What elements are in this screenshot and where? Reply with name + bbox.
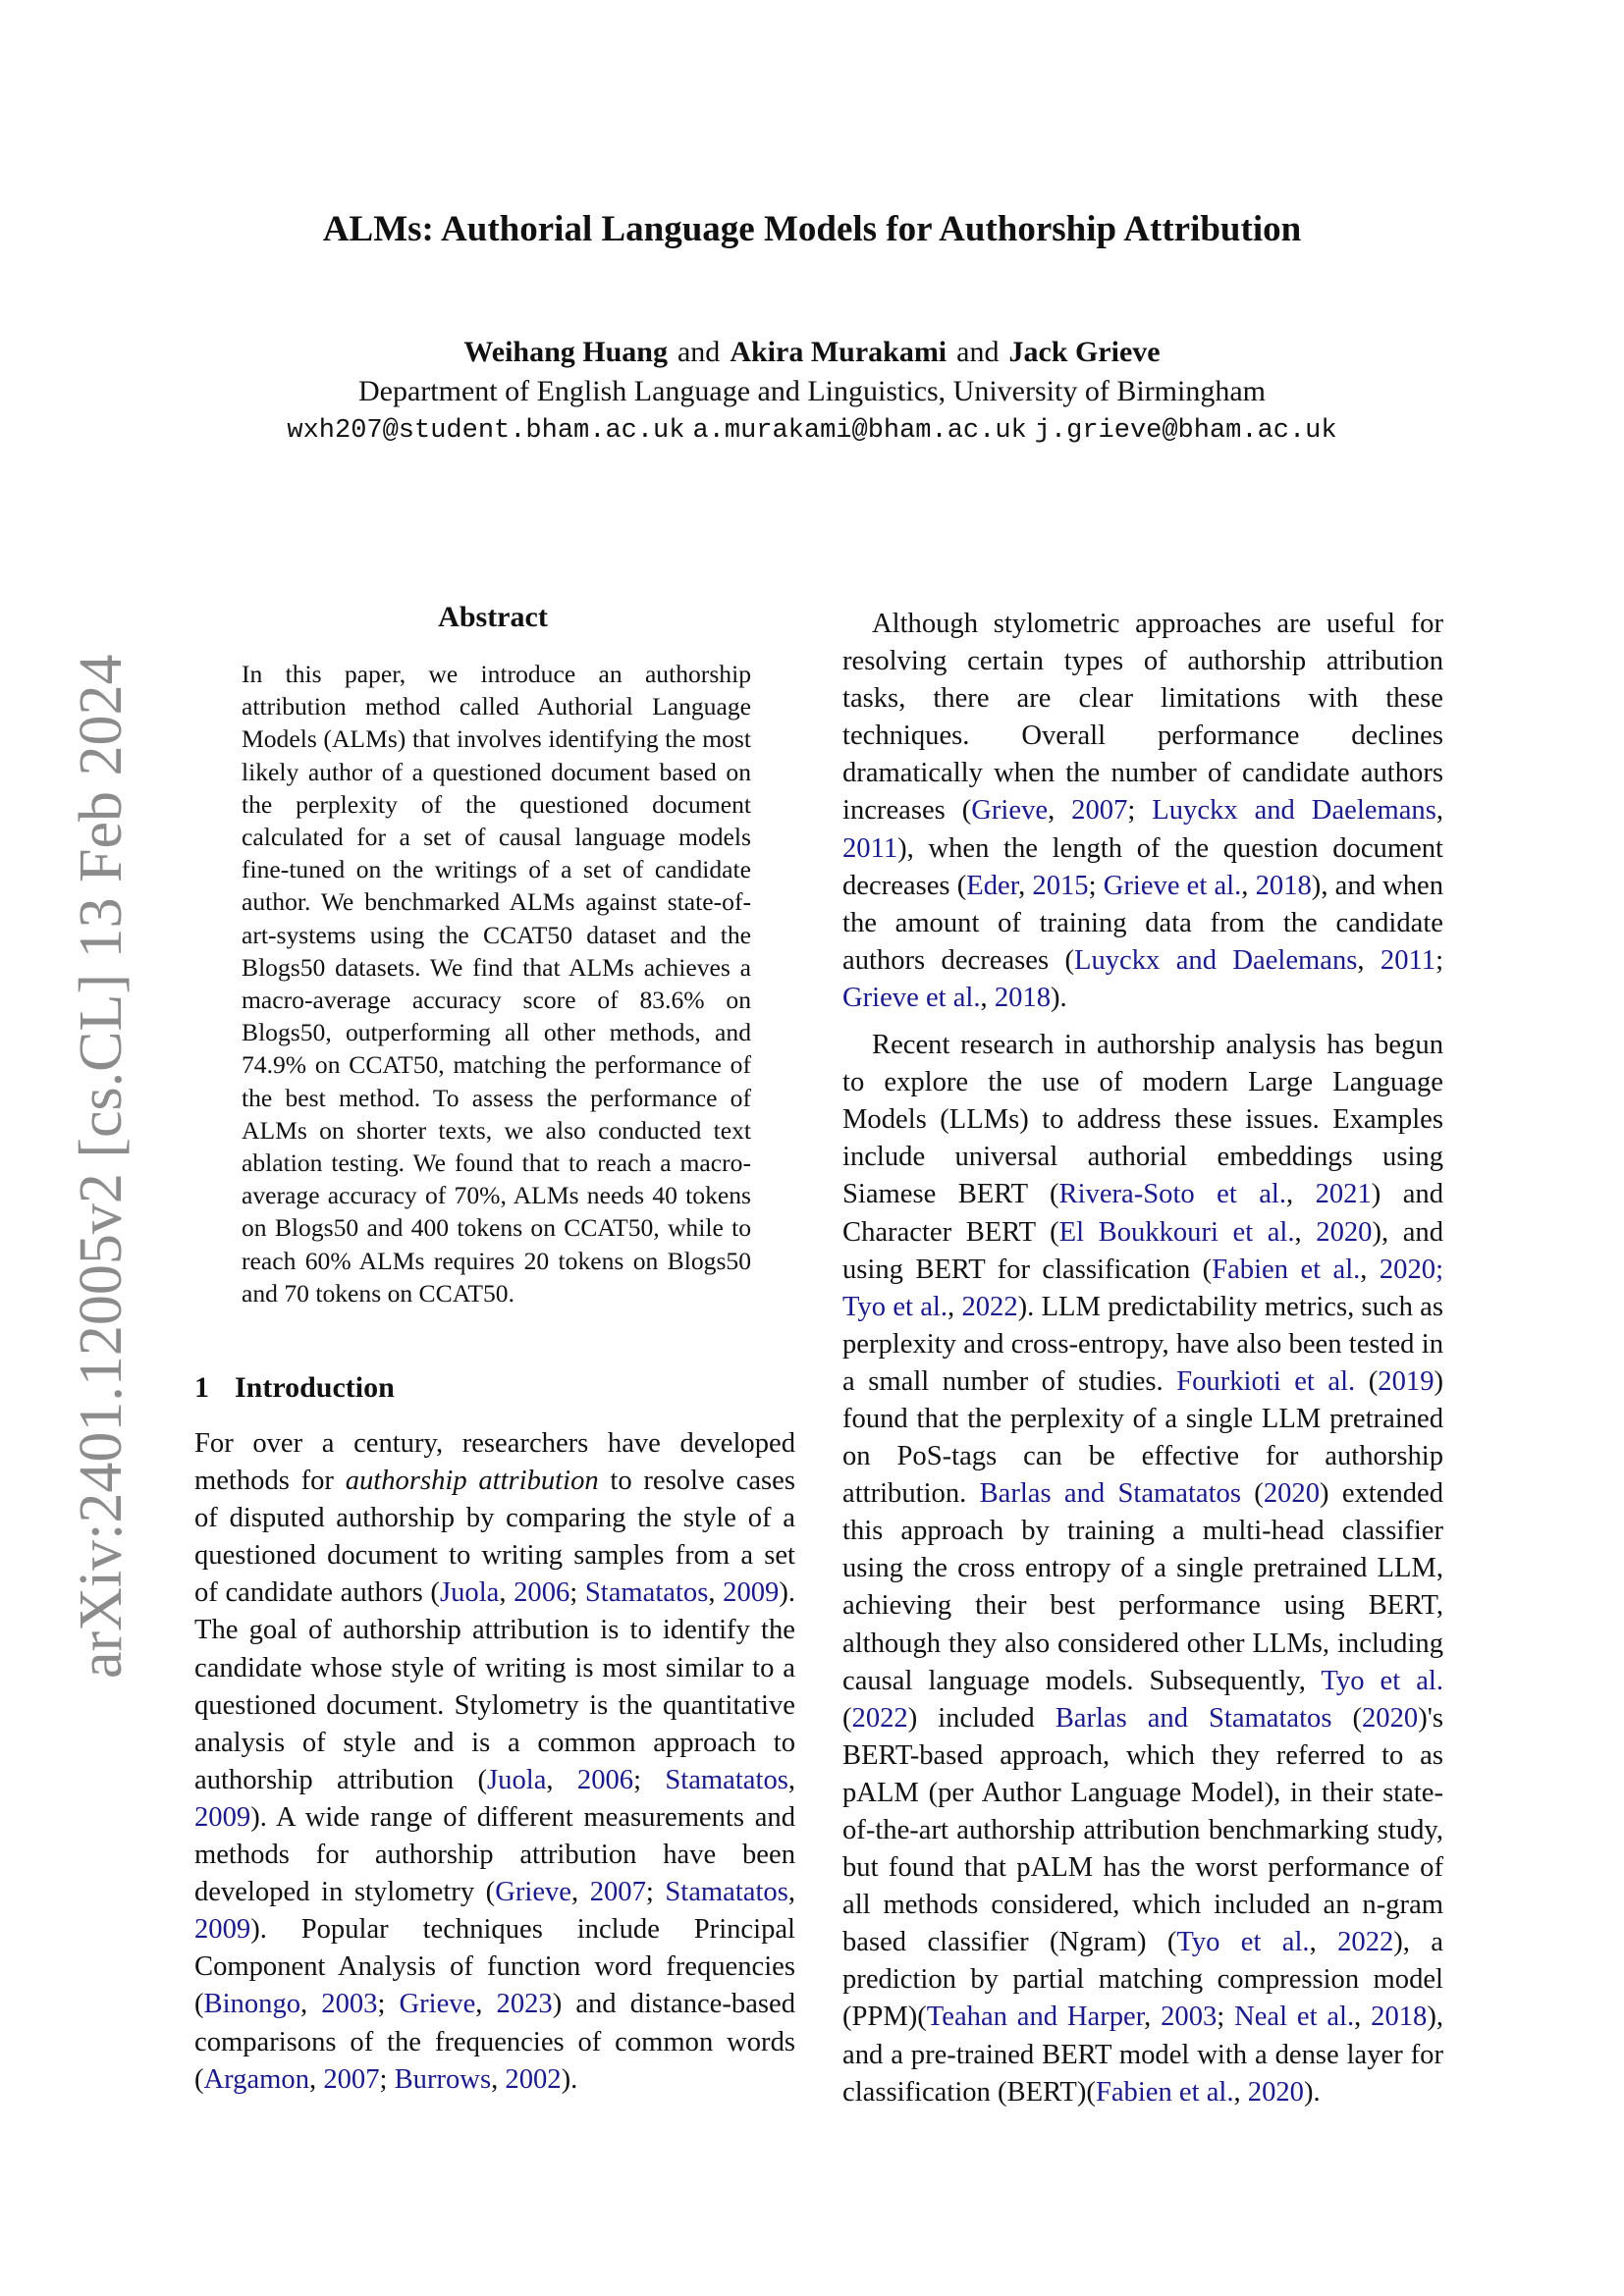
citation-link[interactable]: Grieve xyxy=(495,1877,571,1908)
citation-link[interactable]: Tyo et al. xyxy=(1321,1665,1443,1696)
citation-link[interactable]: 2022 xyxy=(851,1702,908,1734)
citation-link[interactable]: 2011 xyxy=(842,832,898,864)
citation-link[interactable]: 2021 xyxy=(1315,1179,1372,1210)
author-separator: and xyxy=(677,336,721,368)
citation-link[interactable]: 2020 xyxy=(1247,2076,1304,2108)
citation-link[interactable]: 2019 xyxy=(1378,1365,1435,1397)
citation-link[interactable]: 2007 xyxy=(323,2063,380,2095)
citation-link[interactable]: Juola xyxy=(487,1764,547,1795)
citation-link[interactable]: Fourkioti et al. xyxy=(1176,1365,1356,1397)
citation-link[interactable]: 2023 xyxy=(496,1989,553,2020)
section-number: 1 xyxy=(194,1371,209,1404)
citation-link[interactable]: ; xyxy=(1435,1254,1444,1285)
emphasized-term: authorship attribution xyxy=(345,1466,599,1497)
citation-link[interactable]: 2020 xyxy=(1362,1702,1419,1734)
abstract-heading: Abstract xyxy=(438,601,548,633)
body-paragraph: Recent research in authorship analysis has begun to explore the use of modern Large Language Models (LLMs) to address these issues. Examples include universal authorial embeddings using Siamese BERT (Rivera-Soto et al., 2021) and Character BERT (El Boukkouri et al., 2020), and using BERT for classification (Fabien et al., 2020; Tyo et al., 2022). LLM predictability metrics, such as perplexity and cross-entropy, have also been tested in a small number of studies. Fourkioti et al. (2019) found that the perplexity of a single LLM pretrained on PoS-tags can be effective for authorship attribution. Barlas and Stamatatos (2020) extended this approach by training a multi-head classifier using the cross entropy of a single pretrained LLM, achieving their best performance using BERT, although they also considered other LLMs, including causal language models. Subsequently, Tyo et al. (2022) included Barlas and Stamatatos (2020)'s BERT-based approach, which they referred to as pALM (per Author Language Model), in their state-of-the-art authorship attribution benchmarking study, but found that pALM has the worst performance of all methods considered, which included an n-gram based classifier (Ngram) (Tyo et al., 2022), a prediction by partial matching compression model (PPM)(Teahan and Harper, 2003; Neal et al., 2018), and a pre-trained BERT model with a dense layer for classification (BERT)(Fabien et al., 2020). xyxy=(842,1030,1444,2108)
author-name: Weihang Huang xyxy=(463,336,668,368)
citation-link[interactable]: Binongo xyxy=(203,1989,301,2020)
citation-link[interactable]: Stamatatos xyxy=(665,1764,788,1795)
citation-link[interactable]: Teahan and Harper xyxy=(926,2002,1145,2033)
citation-link[interactable]: Grieve et al. xyxy=(842,982,981,1013)
author-email[interactable]: wxh207@student.bham.ac.uk xyxy=(287,416,685,446)
citation-link[interactable]: Juola xyxy=(439,1577,500,1609)
author-list xyxy=(0,334,1624,371)
author-email[interactable]: a.murakami@bham.ac.uk xyxy=(692,416,1027,446)
citation-link[interactable]: 2022 xyxy=(961,1291,1018,1322)
paper-title: ALMs: Authorial Language Models for Authorship Attribution xyxy=(322,209,1302,249)
citation-link[interactable]: Fabien et al. xyxy=(1095,2076,1234,2108)
citation-link[interactable]: 2020 xyxy=(1263,1478,1320,1510)
citation-link[interactable]: Rivera-Soto et al. xyxy=(1058,1179,1286,1210)
citation-link[interactable]: Tyo et al. xyxy=(842,1291,948,1322)
citation-link[interactable]: 2020 xyxy=(1316,1216,1373,1248)
citation-link[interactable]: 2009 xyxy=(723,1577,780,1609)
citation-link[interactable]: Burrows xyxy=(394,2063,492,2095)
author-affiliation: Department of English Language and Linguistics, University of Birmingham xyxy=(358,375,1266,407)
right-column xyxy=(842,606,1443,2111)
section-heading-introduction xyxy=(194,1369,395,1407)
citation-link[interactable]: 2018 xyxy=(1255,870,1312,901)
citation-link[interactable]: Stamatatos xyxy=(665,1877,788,1908)
citation-link[interactable]: Fabien et al. xyxy=(1212,1254,1361,1285)
citation-link[interactable]: Grieve xyxy=(399,1989,476,2020)
citation-link[interactable]: Barlas and Stamatatos xyxy=(979,1478,1241,1510)
citation-link[interactable]: 2003 xyxy=(321,1989,378,2020)
author-emails xyxy=(0,412,1624,450)
citation-link[interactable]: 2022 xyxy=(1337,1927,1394,1958)
author-name: Akira Murakami xyxy=(730,336,947,368)
citation-link[interactable]: 2006 xyxy=(514,1577,570,1609)
citation-link[interactable]: 2006 xyxy=(576,1764,634,1795)
author-separator: and xyxy=(956,336,1000,368)
citation-link[interactable]: 2009 xyxy=(194,1801,251,1833)
citation-link[interactable]: 2011 xyxy=(1380,944,1436,976)
body-paragraph: Although stylometric approaches are useful for resolving certain types of authorship attribution tasks, there are clear limitations with these techniques. Overall performance declines dramatically when the number of candidate authors increases (Grieve, 2007; Luyckx and Daelemans, 2011), when the length of the question document decreases (Eder, 2015; Grieve et al., 2018), and when the amount of training data from the candidate authors decreases (Luyckx and Daelemans, 2011; Grieve et al., 2018). xyxy=(842,609,1444,1013)
citation-link[interactable]: Neal et al. xyxy=(1234,2002,1355,2033)
citation-link[interactable]: Barlas and Stamatatos xyxy=(1055,1702,1332,1734)
citation-link[interactable]: El Boukkouri et al. xyxy=(1058,1216,1295,1248)
citation-link[interactable]: 2020 xyxy=(1379,1254,1436,1285)
citation-link[interactable]: 2018 xyxy=(994,982,1051,1013)
arxiv-identifier-stamp: arXiv:2401.12005v2 [cs.CL] 13 Feb 2024 xyxy=(68,654,135,1679)
citation-link[interactable]: Argamon xyxy=(203,2063,310,2095)
citation-link[interactable]: Stamatatos xyxy=(584,1577,709,1609)
citation-link[interactable]: 2009 xyxy=(194,1914,251,1946)
citation-link[interactable]: Eder xyxy=(966,870,1019,901)
citation-link[interactable]: Luyckx and Daelemans xyxy=(1152,795,1436,827)
citation-link[interactable]: 2002 xyxy=(505,2063,562,2095)
citation-link[interactable]: 2007 xyxy=(589,1877,646,1908)
citation-link[interactable]: 2003 xyxy=(1161,2002,1218,2033)
citation-link[interactable]: Grieve xyxy=(971,795,1049,827)
author-email[interactable]: j.grieve@bham.ac.uk xyxy=(1034,416,1337,446)
citation-link[interactable]: 2018 xyxy=(1371,2002,1428,2033)
citation-link[interactable]: 2007 xyxy=(1071,795,1128,827)
citation-link[interactable]: Tyo et al. xyxy=(1176,1927,1310,1958)
abstract-text: In this paper, we introduce an authorship attribution method called Authorial Language Models (ALMs) that involves identifying the most likely author of a questioned document based on the perplexity of the questioned document calculated for a set of causal language models fine-tuned on the writings of a set of candidate author. We benchmarked ALMs against state-of-art-systems using the CCAT50 dataset and the Blogs50 datasets. We find that ALMs achieves a macro-average accuracy score of 83.6% on Blogs50, outperforming all other methods, and 74.9% on CCAT50, matching the performance of the best method. To assess the performance of ALMs on shorter texts, we also conducted text ablation testing. We found that to reach a macro-average accuracy of 70%, ALMs needs 40 tokens on Blogs50 and 400 tokens on CCAT50, while to reach 60% ALMs requires 20 tokens on Blogs50 and 70 tokens on CCAT50. xyxy=(242,660,751,1308)
citation-link[interactable]: Luyckx and Daelemans xyxy=(1073,944,1358,976)
citation-link[interactable]: 2015 xyxy=(1032,870,1089,901)
author-name: Jack Grieve xyxy=(1008,336,1161,368)
section-title: Introduction xyxy=(235,1371,395,1404)
left-column xyxy=(194,1425,795,2099)
citation-link[interactable]: Grieve et al. xyxy=(1103,870,1242,901)
intro-paragraph: For over a century, researchers have developed methods for authorship attribution to resolve cases of disputed authorship by comparing the style of a questioned document to writing samples from a set of candidate authors (Juola, 2006; Stamatatos, 2009). The goal of authorship attribution is to identify the candidate whose style of writing is most similar to a questioned document. Stylometry is the quantitative analysis of style and is a common approach to authorship attribution (Juola, 2006; Stamatatos, 2009). A wide range of different measurements and methods for authorship attribution have been developed in stylometry (Grieve, 2007; Stamatatos, 2009). Popular techniques include Principal Component Analysis of function word frequencies (Binongo, 2003; Grieve, 2023) and distance-based comparisons of the frequencies of common words (Argamon, 2007; Burrows, 2002). xyxy=(194,1428,796,2095)
